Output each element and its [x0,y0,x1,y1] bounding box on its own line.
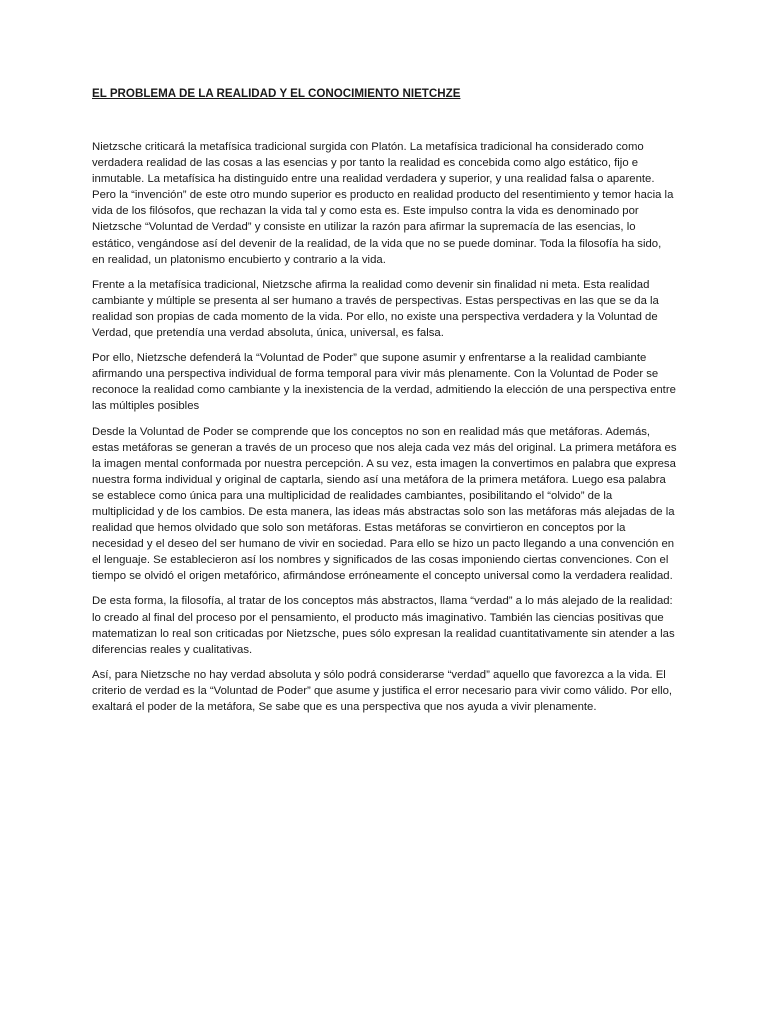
document-body [92,86,677,724]
paragraph-6: Así, para Nietzsche no hay verdad absoluta y sólo podrá considerarse “verdad” aquello que favorezca a la vida. El criterio de verdad es la “Voluntad de Poder” que asume y justifica el error necesario para vivir como válido. Por ello, exaltará el poder de la metáfora, Se sabe que es una perspectiva que nos ayuda a vivir plenamente. [92,668,673,713]
paragraph-5: De esta forma, la filosofía, al tratar de los conceptos más abstractos, llama “verdad” a lo más alejado de la realidad: lo creado al final del proceso por el pensamiento, el producto más imaginativo. También las ciencias positivas que matematizan lo real son criticadas por Nietzsche, pues sólo expresan la realidad cuantitativamente sin atender a las diferencias reales y cualitativas. [92,595,675,656]
paragraph-1: Nietzsche criticará la metafísica tradicional surgida con Platón. La metafísica tradicional ha considerado como verdadera realidad de las cosas a las esencias y por tanto la realidad es concebida como algo estático, fijo e inmutable. La metafísica ha distinguido entre una realidad verdadera y superior, y una realidad falsa o aparente. Pero la “invención” de este otro mundo superior es producto en realidad producto del resentimiento y temor hacia la vida de los filósofos, que rechazan la vida tal y como esta es. Este impulso contra la vida es denominado por Nietzsche “Voluntad de Verdad” y consiste en utilizar la razón para afirmar la supremacía de las esencias, lo estático, vengándose así del devenir de la realidad, de la vida que no se puede dominar. Toda la filosofía ha sido, en realidad, un platonismo encubierto y contrario a la vida. [92,141,674,266]
paragraph-2: Frente a la metafísica tradicional, Nietzsche afirma la realidad como devenir sin finalidad ni meta. Esta realidad cambiante y múltiple se presenta al ser humano a través de perspectivas. Estas perspectivas en las que se da la realidad son propias de cada momento de la vida. Por ello, no existe una perspectiva verdadera y la Voluntad de Verdad, que pretendía una verdad absoluta, única, universal, es falsa. [92,278,659,340]
paragraph-list [92,139,677,715]
paragraph-3: Por ello, Nietzsche defenderá la “Voluntad de Poder” que supone asumir y enfrentarse a la realidad cambiante afirmando una perspectiva individual de forma temporal para vivir más plenamente. Con la Voluntad de Poder se reconoce la realidad como cambiante y la inexistencia de la verdad, admitiendo la elección de una perspectiva entre las múltiples posibles [92,352,676,413]
document-title: EL PROBLEMA DE LA REALIDAD Y EL CONOCIMIENTO NIETCHZE [92,87,461,100]
paragraph-4: Desde la Voluntad de Poder se comprende que los conceptos no son en realidad más que metáforas. Además, estas metáforas se generan a través de un proceso que nos aleja cada vez más del original. La primera metáfora es la imagen mental conformada por nuestra percepción. A su vez, esta imagen la convertimos en palabra que expresa nuestra forma individual y original de captarla, siendo así una metáfora de la primera metáfora. Luego esa palabra se establece como única para una multiplicidad de realidades cambiantes, posibilitando el “olvido” de la multiplicidad y de los cambios. De esta manera, las ideas más abstractas solo son las metáforas más alejadas de la realidad que hemos olvidado que solo son metáforas. Estas metáforas se convirtieron en conceptos por la necesidad y el deseo del ser humano de vivir en sociedad. Para ello se hizo un pacto llegando a una convención en el lenguaje. Se establecieron así los nombres y significados de las cosas imponiendo ciertas convenciones. Con el tiempo se olvidó el origen metafórico, afirmándose erróneamente el concepto universal como la verdadera realidad. [92,425,677,583]
